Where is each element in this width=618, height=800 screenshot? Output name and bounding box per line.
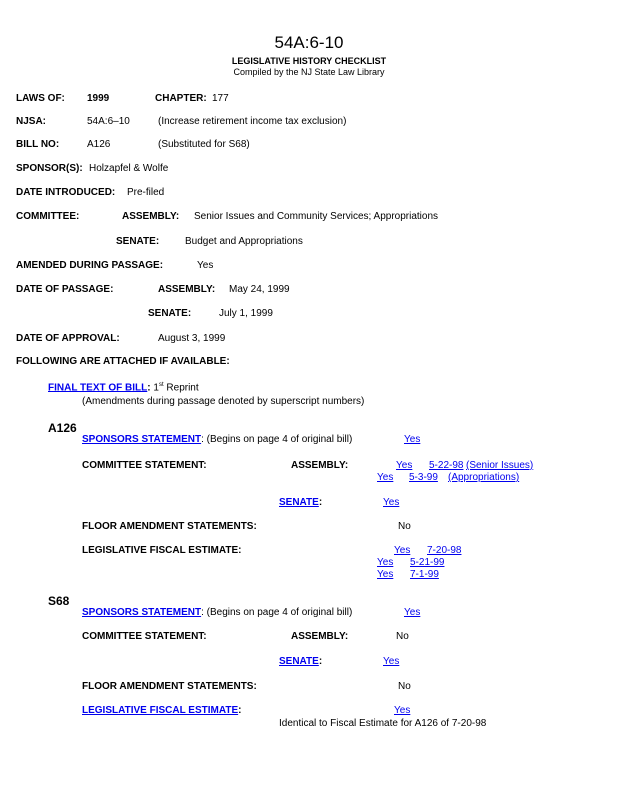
chapter-label: CHAPTER: [155, 93, 207, 104]
s68-senate-link[interactable]: SENATE [279, 656, 319, 667]
committee-assembly-label: ASSEMBLY: [122, 211, 180, 222]
committee-label: COMMITTEE: [16, 211, 80, 222]
page-subtitle: LEGISLATIVE HISTORY CHECKLIST [231, 56, 387, 66]
a126-asm-yes-link-2[interactable]: Yes [377, 472, 394, 483]
date-introduced-value: Pre-filed [127, 187, 165, 198]
compiled-by: Compiled by the NJ State Law Library [233, 67, 385, 77]
final-text-reprint: Reprint [166, 382, 199, 394]
bill-no-label: BILL NO: [16, 139, 60, 150]
s68-sponsors-note: : (Begins on page 4 of original bill) [201, 607, 353, 618]
attached-label: FOLLOWING ARE ATTACHED IF AVAILABLE: [16, 356, 230, 367]
committee-senate-label: SENATE: [116, 236, 160, 247]
sponsors-label: SPONSOR(S): [16, 163, 83, 174]
a126-fiscal-label: LEGISLATIVE FISCAL ESTIMATE: [82, 545, 242, 556]
approval-value: August 3, 1999 [158, 333, 226, 344]
passage-senate-value: July 1, 1999 [219, 308, 273, 319]
a126-fiscal-date-link-2[interactable]: 5-21-99 [410, 557, 445, 568]
a126-fiscal-date-link-3[interactable]: 7-1-99 [410, 569, 439, 580]
s68-senate-colon: : [318, 656, 323, 667]
s68-assembly-value: No [396, 631, 409, 642]
s68-fiscal-note: Identical to Fiscal Estimate for A126 of 7-20-98 [279, 718, 487, 729]
s68-fiscal-line [82, 705, 241, 716]
final-text-link[interactable]: FINAL TEXT OF BILL [48, 382, 148, 394]
a126-sponsors-link[interactable]: SPONSORS STATEMENT [82, 434, 202, 445]
approval-label: DATE OF APPROVAL: [16, 333, 120, 344]
a126-asm-yes-link-1[interactable]: Yes [396, 460, 413, 471]
a126-floor-value: No [398, 521, 411, 532]
bill-no-value: A126 [87, 139, 111, 150]
s68-committee-label: COMMITTEE STATEMENT: [82, 631, 207, 642]
laws-of-label: LAWS OF: [16, 93, 65, 104]
s68-fiscal-yes-link[interactable]: Yes [394, 705, 411, 716]
amended-value: Yes [197, 260, 214, 271]
passage-assembly-label: ASSEMBLY: [158, 284, 216, 295]
a126-asm-date-link-1[interactable]: 5-22-98 [429, 460, 464, 471]
a126-assembly-label: ASSEMBLY: [291, 460, 349, 471]
s68-senate-yes-link[interactable]: Yes [383, 656, 400, 667]
a126-senate-colon: : [318, 497, 323, 508]
page-title: 54A:6-10 [274, 33, 344, 52]
njsa-value: 54A:6–10 [87, 116, 130, 127]
a126-asm-committee-link-2[interactable]: (Appropriations) [448, 472, 520, 483]
committee-senate-value: Budget and Appropriations [185, 236, 303, 247]
a126-fiscal-date-link-1[interactable]: 7-20-98 [427, 545, 462, 556]
s68-floor-label: FLOOR AMENDMENT STATEMENTS: [82, 681, 257, 692]
njsa-note: (Increase retirement income tax exclusion) [158, 116, 347, 127]
s68-sponsors-yes-link[interactable]: Yes [404, 607, 421, 618]
s68-floor-value: No [398, 681, 411, 692]
date-introduced-label: DATE INTRODUCED: [16, 187, 116, 198]
a126-asm-date-link-2[interactable]: 5-3-99 [409, 472, 438, 483]
s68-assembly-label: ASSEMBLY: [291, 631, 349, 642]
sponsors-value: Holzapfel & Wolfe [89, 163, 169, 174]
a126-floor-label: FLOOR AMENDMENT STATEMENTS: [82, 521, 257, 532]
s68-fiscal-link[interactable]: LEGISLATIVE FISCAL ESTIMATE [82, 705, 239, 716]
a126-heading: A126 [48, 421, 77, 435]
bill-no-note: (Substituted for S68) [158, 139, 250, 150]
s68-fiscal-colon: : [238, 705, 242, 716]
njsa-label: NJSA: [16, 116, 47, 127]
a126-sponsors-yes-link[interactable]: Yes [404, 434, 421, 445]
s68-heading: S68 [48, 594, 70, 608]
s68-senate-line [279, 656, 322, 667]
passage-assembly-value: May 24, 1999 [229, 284, 290, 295]
a126-senate-yes-link[interactable]: Yes [383, 497, 400, 508]
laws-of-value: 1999 [87, 93, 110, 104]
a126-senate-link[interactable]: SENATE [279, 497, 319, 508]
a126-sponsors-line [82, 434, 352, 445]
passage-label: DATE OF PASSAGE: [16, 284, 114, 295]
a126-fiscal-yes-link-3[interactable]: Yes [377, 569, 394, 580]
final-text-line [48, 382, 199, 393]
amended-label: AMENDED DURING PASSAGE: [16, 260, 164, 271]
a126-fiscal-yes-link-2[interactable]: Yes [377, 557, 394, 568]
s68-sponsors-line [82, 607, 352, 618]
final-text-colon: : [147, 382, 151, 394]
a126-fiscal-yes-link-1[interactable]: Yes [394, 545, 411, 556]
s68-sponsors-link[interactable]: SPONSORS STATEMENT [82, 607, 202, 618]
a126-asm-committee-link-1[interactable]: (Senior Issues) [466, 460, 534, 471]
a126-senate-line [279, 497, 322, 508]
a126-committee-label: COMMITTEE STATEMENT: [82, 460, 207, 471]
chapter-value: 177 [212, 93, 229, 104]
passage-senate-label: SENATE: [148, 308, 192, 319]
final-text-ordinal-suffix: st [158, 382, 164, 388]
a126-sponsors-note: : (Begins on page 4 of original bill) [201, 434, 353, 445]
final-text-ordinal: 1 [153, 382, 159, 394]
final-text-note: (Amendments during passage denoted by superscript numbers) [82, 396, 365, 407]
committee-assembly-value: Senior Issues and Community Services; Appropriations [194, 211, 439, 222]
